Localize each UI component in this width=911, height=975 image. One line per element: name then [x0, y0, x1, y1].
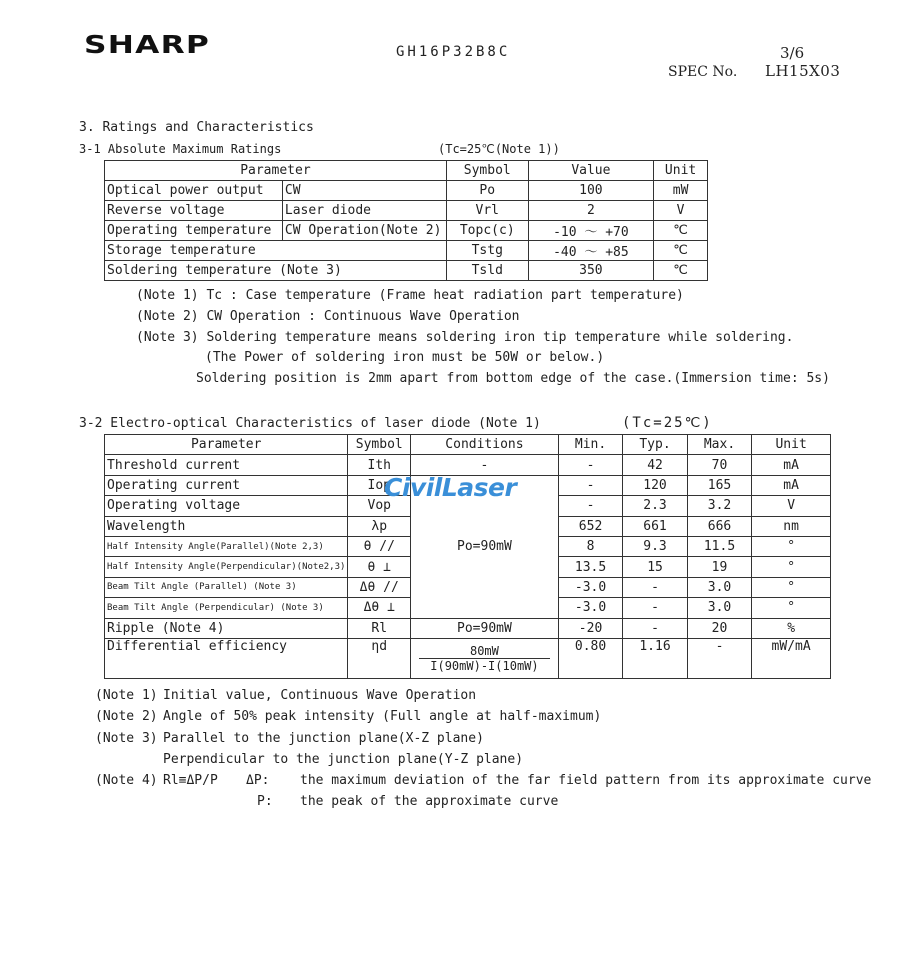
param-cell: Soldering temperature (Note 3) [105, 261, 447, 281]
note-text: the peak of the approximate curve [300, 794, 559, 809]
table-row [105, 221, 708, 241]
param-cell: Storage temperature [105, 241, 447, 261]
spec-label: SPEC No. [668, 64, 738, 80]
table-row [105, 201, 708, 221]
section-31-condition: (Tc=25℃(Note 1)) [438, 142, 560, 156]
unit-cell: mA [752, 475, 831, 495]
unit-cell: V [752, 496, 831, 516]
symbol-cell: Tstg [446, 241, 528, 261]
typ-cell: - [623, 618, 687, 638]
electro-optical-table [104, 434, 831, 679]
param-cell: Optical power output [105, 181, 283, 201]
max-cell: 165 [687, 475, 751, 495]
min-cell: - [558, 455, 622, 475]
table-header-row [105, 161, 708, 181]
param-cell: Threshold current [105, 455, 348, 475]
note-label: (Note 3) [95, 731, 158, 746]
note-line: Soldering position is 2mm apart from bottom edge of the case.(Immersion time: 5s) [196, 371, 830, 386]
unit-cell: mW/mA [752, 638, 831, 678]
typ-cell: 1.16 [623, 638, 687, 678]
symbol-cell: Δθ // [348, 577, 411, 597]
typ-cell: 120 [623, 475, 687, 495]
note-text: the maximum deviation of the far field pattern from its approximate curve [300, 773, 872, 788]
note-label: (Note 1) [95, 688, 158, 703]
min-cell: 13.5 [558, 557, 622, 577]
min-cell: 0.80 [558, 638, 622, 678]
note-line: (The Power of soldering iron must be 50W or below.) [205, 350, 605, 365]
value-cell: 2 [528, 201, 654, 221]
symbol-cell: Iop [348, 475, 411, 495]
param-cell: Half Intensity Angle(Parallel)(Note 2,3) [105, 536, 348, 556]
symbol-cell: Vrl [446, 201, 528, 221]
value-cell: -10 ～ +70 [528, 221, 654, 241]
note-label: (Note 4) [95, 773, 158, 788]
section-title: 3. Ratings and Characteristics [79, 120, 314, 135]
shared-condition-cell: Po=90mW [411, 475, 559, 618]
min-cell: -3.0 [558, 577, 622, 597]
header-conditions: Conditions [411, 435, 559, 455]
max-cell: 3.2 [687, 496, 751, 516]
spec-number: LH15X03 [765, 62, 841, 80]
param-cell: Beam Tilt Angle (Perpendicular) (Note 3) [105, 598, 348, 618]
condition-cell: Po=90mW [411, 618, 559, 638]
param-cell: Operating voltage [105, 496, 348, 516]
note-line: (Note 3) Soldering temperature means soldering iron tip temperature while soldering. [136, 330, 794, 345]
value-cell: 350 [528, 261, 654, 281]
max-cell: 70 [687, 455, 751, 475]
typ-cell: - [623, 598, 687, 618]
param-cell: Reverse voltage [105, 201, 283, 221]
max-cell: 19 [687, 557, 751, 577]
note-text: Angle of 50% peak intensity (Full angle at half-maximum) [163, 709, 602, 724]
param-cell: Ripple (Note 4) [105, 618, 348, 638]
header-value: Value [528, 161, 654, 181]
symbol-cell: Tsld [446, 261, 528, 281]
unit-cell: ° [752, 598, 831, 618]
typ-cell: 2.3 [623, 496, 687, 516]
symbol-cell: ηd [348, 638, 411, 678]
header-min: Min. [558, 435, 622, 455]
unit-cell: ° [752, 577, 831, 597]
min-cell: -20 [558, 618, 622, 638]
max-cell: 20 [687, 618, 751, 638]
fraction-condition-cell [411, 638, 559, 678]
section-31-title: 3-1 Absolute Maximum Ratings [79, 142, 282, 156]
page-number: 3∕6 [780, 44, 805, 62]
table-row [105, 241, 708, 261]
note-text: Parallel to the junction plane(X-Z plane) [163, 731, 484, 746]
param-cell: Half Intensity Angle(Perpendicular)(Note2,3) [105, 557, 348, 577]
unit-cell: mA [752, 455, 831, 475]
header-symbol: Symbol [446, 161, 528, 181]
param-cell: Operating current [105, 475, 348, 495]
value-cell: 100 [528, 181, 654, 201]
fraction-numerator: 80mW [419, 644, 550, 659]
min-cell: - [558, 496, 622, 516]
unit-cell: V [654, 201, 708, 221]
min-cell: -3.0 [558, 598, 622, 618]
param-cell: Operating temperature [105, 221, 283, 241]
note-term: ΔP: [246, 773, 270, 788]
sub-cell: CW Operation(Note 2) [282, 221, 446, 241]
note-line: (Note 1) Tc : Case temperature (Frame heat radiation part temperature) [136, 288, 684, 303]
table-row [105, 638, 831, 678]
sub-cell: CW [282, 181, 446, 201]
symbol-cell: Ith [348, 455, 411, 475]
header-typ: Typ. [623, 435, 687, 455]
absolute-max-ratings-table [104, 160, 708, 281]
note-line: (Note 2) CW Operation : Continuous Wave Operation [136, 309, 520, 324]
param-cell: Wavelength [105, 516, 348, 536]
unit-cell: ℃ [654, 241, 708, 261]
max-cell: 3.0 [687, 577, 751, 597]
sub-cell: Laser diode [282, 201, 446, 221]
model-number: GH16P32B8C [396, 44, 511, 60]
symbol-cell: Po [446, 181, 528, 201]
typ-cell: 661 [623, 516, 687, 536]
min-cell: 652 [558, 516, 622, 536]
sharp-logo: SHARP [84, 30, 211, 59]
unit-cell: nm [752, 516, 831, 536]
unit-cell: ℃ [654, 221, 708, 241]
fraction-denominator: I(90mW)-I(10mW) [430, 658, 539, 673]
value-cell: -40 ～ +85 [528, 241, 654, 261]
note-term: P: [257, 794, 273, 809]
param-cell: Beam Tilt Angle (Parallel) (Note 3) [105, 577, 348, 597]
min-cell: - [558, 475, 622, 495]
symbol-cell: Topc(c) [446, 221, 528, 241]
typ-cell: - [623, 577, 687, 597]
symbol-cell: Vop [348, 496, 411, 516]
section-32-condition: (Tc=25℃) [622, 415, 713, 431]
max-cell: 11.5 [687, 536, 751, 556]
unit-cell: % [752, 618, 831, 638]
watermark-logo: CivilLaser [384, 473, 517, 502]
header-unit: Unit [654, 161, 708, 181]
unit-cell: ° [752, 557, 831, 577]
note-text: Perpendicular to the junction plane(Y-Z plane) [163, 752, 524, 767]
condition-cell: - [411, 455, 559, 475]
typ-cell: 42 [623, 455, 687, 475]
unit-cell: ℃ [654, 261, 708, 281]
typ-cell: 15 [623, 557, 687, 577]
max-cell: 666 [687, 516, 751, 536]
symbol-cell: θ ⊥ [348, 557, 411, 577]
symbol-cell: Rl [348, 618, 411, 638]
max-cell: - [687, 638, 751, 678]
note-label: (Note 2) [95, 709, 158, 724]
min-cell: 8 [558, 536, 622, 556]
unit-cell: ° [752, 536, 831, 556]
param-cell: Differential efficiency [105, 638, 348, 678]
typ-cell: 9.3 [623, 536, 687, 556]
unit-cell: mW [654, 181, 708, 201]
table-header-row [105, 435, 831, 455]
header-max: Max. [687, 435, 751, 455]
header-symbol: Symbol [348, 435, 411, 455]
header-parameter: Parameter [105, 161, 447, 181]
note-text: Initial value, Continuous Wave Operation [163, 688, 477, 703]
symbol-cell: λp [348, 516, 411, 536]
note-formula: Rl≡ΔP/P [163, 773, 218, 788]
table-row [105, 261, 708, 281]
symbol-cell: Δθ ⊥ [348, 598, 411, 618]
table-row [105, 618, 831, 638]
section-32-title: 3-2 Electro-optical Characteristics of laser diode (Note 1) [79, 416, 541, 431]
table-row [105, 181, 708, 201]
header-parameter: Parameter [105, 435, 348, 455]
header-unit: Unit [752, 435, 831, 455]
max-cell: 3.0 [687, 598, 751, 618]
symbol-cell: θ // [348, 536, 411, 556]
